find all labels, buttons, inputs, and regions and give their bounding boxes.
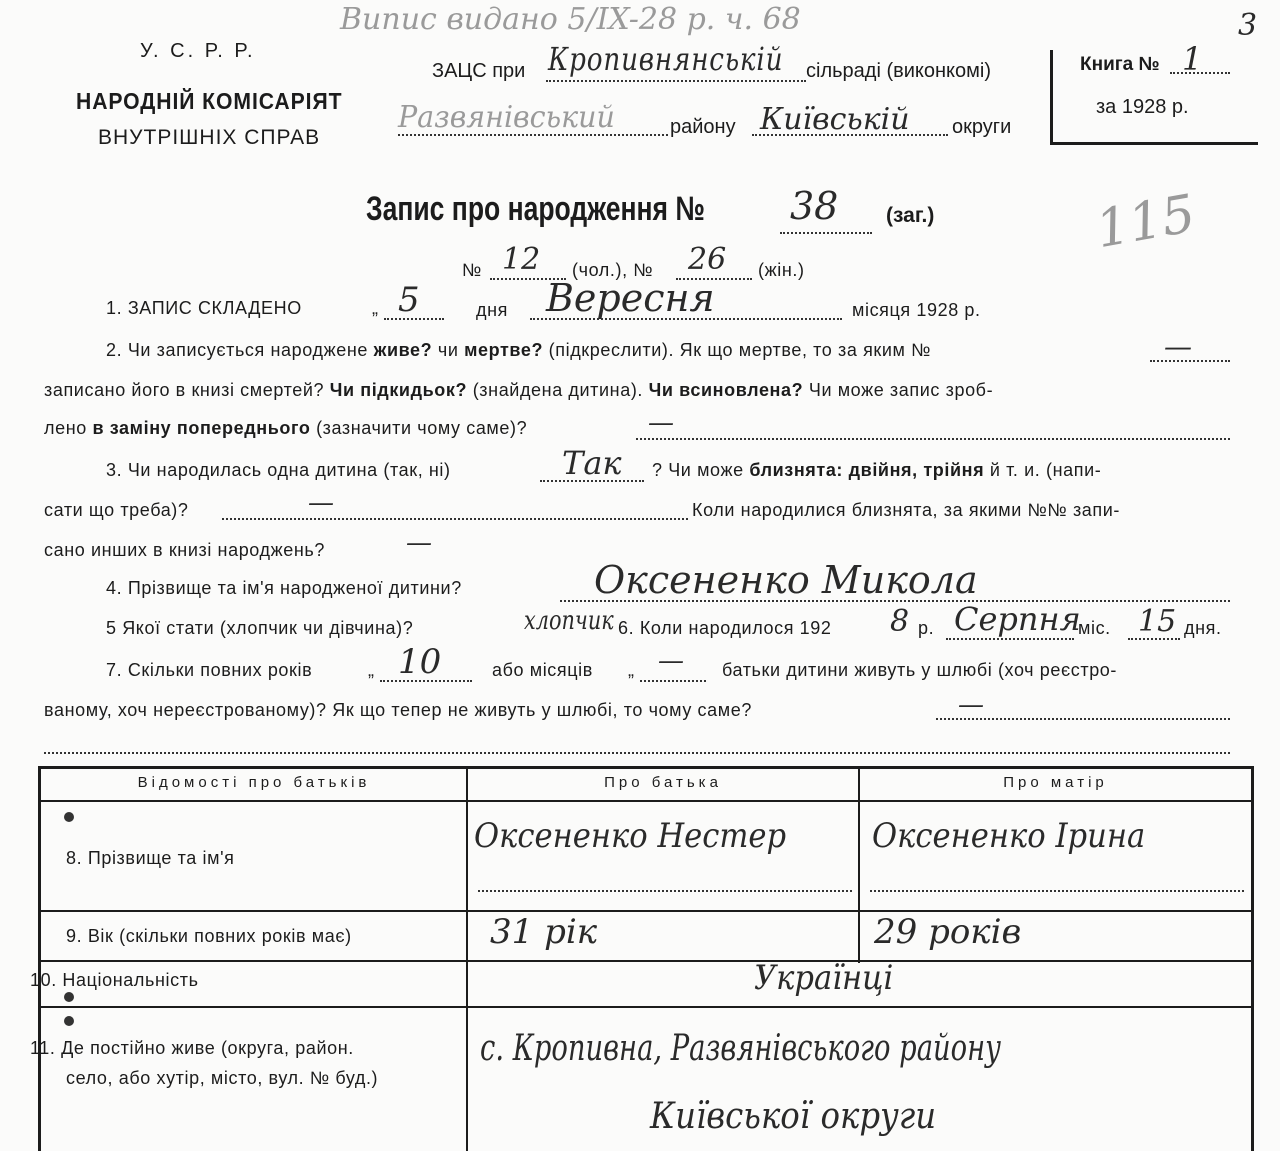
- field-1-day: 5: [398, 280, 420, 320]
- field-3-answer-rule: [540, 480, 644, 482]
- field-1-suffix: місяця 1928 р.: [852, 300, 981, 320]
- field-4-value: Оксененко Микола: [594, 558, 978, 602]
- male-label: (чол.), №: [572, 260, 654, 280]
- record-number-rule: [780, 232, 872, 234]
- male-number: 12: [502, 242, 541, 277]
- zags-village: Кропивнянській: [548, 40, 784, 78]
- female-number: 26: [688, 242, 727, 277]
- table-col-header-mother: Про матір: [1003, 774, 1108, 791]
- row-name-father: Оксененко Нестер: [474, 816, 787, 856]
- quote-open-mark: „: [372, 298, 379, 318]
- field-3-text-f: Коли народилися близнята, за якими №№ запи-: [692, 500, 1121, 520]
- field-7-text-d: ваному, хоч нереєстрованому)? Як що тепер не живуть у шлюбі, то чому саме?: [44, 700, 752, 720]
- field-6-day-suffix: дня.: [1184, 618, 1222, 638]
- field-7-rule-2: [44, 752, 1230, 754]
- field-6-month-rule: [946, 638, 1074, 640]
- row-residence-value-1: с. Кропивна, Развянівського району: [480, 1028, 1001, 1069]
- field-3-answer: Так: [562, 444, 622, 482]
- field-3-text-e: сати що треба)?: [44, 500, 189, 520]
- field-6-month-suffix: міс.: [1078, 618, 1111, 638]
- field-2-text-c: чи: [437, 340, 459, 360]
- row-age-mother: 29 років: [874, 912, 1022, 952]
- field-5-label: 5 Якої стати (хлопчик чи дівчина)?: [106, 618, 414, 638]
- field-6-day-rule: [1128, 638, 1180, 640]
- row-name-mother: Оксененко Ірина: [872, 816, 1146, 856]
- field-1-day-rule: [384, 318, 444, 320]
- district-label: району: [670, 116, 736, 138]
- record-title: Запис про народження №: [366, 190, 705, 228]
- field-2-line1: [106, 340, 931, 361]
- field-2-text-g: (знайдена дитина).: [472, 380, 644, 400]
- field-2-text-h: Чи може запис зроб-: [808, 380, 994, 400]
- field-2-alive: живе?: [373, 340, 433, 360]
- field-3-twins: близнята: двійня, трійня: [749, 460, 985, 480]
- field-2-text-e: (підкреслити). Як що мертве, то за яким №: [548, 340, 932, 360]
- okruga-label: округи: [952, 116, 1012, 138]
- row-age-father: 31 рік: [490, 912, 598, 952]
- book-label: Книга №: [1080, 54, 1160, 75]
- table-top-border: [38, 766, 1254, 769]
- field-7-text-b: або місяців: [492, 660, 593, 680]
- field-4-rule: [560, 600, 1230, 602]
- field-6-label: 6. Коли народилося 192: [618, 618, 832, 638]
- field-2-line2: [44, 380, 993, 401]
- row-age-label: 9. Вік (скільки повних років має): [66, 926, 352, 946]
- book-box-bottom-border: [1050, 142, 1258, 145]
- row-name-label: 8. Прізвище та ім'я: [66, 848, 235, 868]
- field-7-years-rule: [380, 680, 472, 682]
- field-7-years: 10: [398, 642, 442, 682]
- row-nationality-value: Українці: [754, 958, 894, 998]
- field-2-adopted: Чи всиновлена?: [648, 380, 804, 400]
- table-header-bottom: [38, 800, 1254, 802]
- table-left-border: [38, 766, 41, 1151]
- field-7-dash: —: [958, 690, 984, 720]
- field-3-text-g: сано инших в книзі народжень?: [44, 540, 326, 560]
- row-nationality-label: 10. Національність: [30, 970, 199, 990]
- table-col-divider-1: [466, 766, 468, 1151]
- zags-suffix: сільраді (виконкомі): [806, 60, 991, 82]
- book-number-rule: [1170, 72, 1230, 74]
- row-residence-value-2: Київської округи: [650, 1096, 937, 1137]
- field-2-dash-2: —: [648, 408, 674, 438]
- okruga-rule: [752, 134, 948, 136]
- top-handwritten-note: Випис видано 5/IX-28 р. ч. 68: [340, 2, 801, 37]
- punch-hole: [64, 1016, 74, 1026]
- field-1-month-rule: [530, 318, 842, 320]
- field-2-text-j: (зазначити чому саме)?: [316, 418, 528, 438]
- mother-name-rule: [870, 890, 1244, 892]
- field-2-text-a: 2. Чи записується народжене: [106, 340, 368, 360]
- table-right-border: [1251, 766, 1254, 1151]
- table-row-divider-2: [38, 960, 1254, 962]
- field-3-text-a: 3. Чи народилась одна дитина (так, ні): [106, 460, 451, 480]
- father-name-rule: [478, 890, 852, 892]
- row-residence-label-1: 11. Де постійно живе (округа, район.: [30, 1038, 354, 1058]
- field-7-text-a: 7. Скільки повних років: [106, 660, 313, 680]
- punch-hole: [64, 812, 74, 822]
- record-number: 38: [790, 184, 839, 228]
- field-2-rule-1: [1150, 360, 1230, 362]
- field-6-year-suffix: р.: [918, 618, 935, 638]
- table-row-divider-3: [38, 1006, 1254, 1008]
- corner-mark: 3: [1238, 8, 1258, 43]
- field-2-text-i: лено: [44, 418, 87, 438]
- book-number: 1: [1182, 40, 1203, 78]
- district-rule: [398, 134, 668, 136]
- field-2-foundling: Чи підкидьок?: [329, 380, 468, 400]
- field-2-text-f: записано його в книзі смертей?: [44, 380, 325, 400]
- field-7-months: —: [658, 646, 684, 676]
- field-1-prefix: 1. ЗАПИС СКЛАДЕНО: [106, 298, 302, 318]
- district-value: Развянівський: [398, 100, 615, 135]
- field-2-dead: мертве?: [464, 340, 544, 360]
- field-3-line1-rest: [652, 460, 1101, 481]
- field-3-text-b: ? Чи може: [652, 460, 744, 480]
- field-7-text-c: батьки дитини живуть у шлюбі (хоч реєстро-: [722, 660, 1118, 680]
- row-residence-label-2: село, або хутір, місто, вул. № буд.): [66, 1068, 379, 1088]
- zags-village-rule: [546, 80, 806, 82]
- punch-hole: [64, 992, 74, 1002]
- field-3-dash-2: —: [406, 528, 432, 558]
- field-7-months-rule: [640, 680, 706, 682]
- table-col-divider-2: [858, 766, 860, 963]
- female-label: (жін.): [758, 260, 805, 280]
- field-2-dash-1: —: [1164, 330, 1192, 363]
- field-7-rule-1: [936, 718, 1230, 720]
- field-4-label: 4. Прізвище та ім'я народженої дитини?: [106, 578, 462, 598]
- table-row-divider-1: [38, 910, 1254, 912]
- field-5-value: хлопчик: [524, 606, 614, 636]
- ministry-subheading: ВНУТРІШНІХ СПРАВ: [98, 126, 321, 149]
- okruga-value: Київській: [760, 102, 910, 137]
- field-6-year: 8: [890, 604, 910, 639]
- field-3-dash-1: —: [308, 488, 334, 518]
- side-note-number: 115: [1091, 183, 1200, 261]
- book-box-left-border: [1050, 50, 1053, 142]
- record-title-suffix: (заг.): [886, 204, 935, 227]
- quote-open-mark-2: „: [368, 660, 375, 680]
- usrr-heading: У. С. Р. Р.: [140, 40, 256, 62]
- book-year: за 1928 р.: [1096, 96, 1189, 118]
- field-3-rule-1: [222, 518, 688, 520]
- field-2-rule-2: [636, 438, 1230, 440]
- field-6-day: 15: [1138, 604, 1177, 639]
- field-3-text-d: й т. и. (напи-: [989, 460, 1102, 480]
- field-1-month: Вересня: [546, 276, 715, 320]
- table-col-header-parents: Відомості про батьків: [137, 774, 371, 791]
- ministry-heading: НАРОДНІЙ КОМІСАРІЯТ: [76, 88, 343, 114]
- field-1-day-label: дня: [476, 300, 508, 320]
- quote-open-mark-3: „: [628, 660, 635, 680]
- male-no-sign: №: [462, 260, 482, 280]
- field-2-replacement: в заміну попереднього: [92, 418, 311, 438]
- zags-prefix: ЗАЦС при: [432, 60, 526, 82]
- table-col-header-father: Про батька: [604, 774, 722, 791]
- field-2-line3: [44, 418, 527, 439]
- field-6-month: Серпня: [954, 600, 1081, 638]
